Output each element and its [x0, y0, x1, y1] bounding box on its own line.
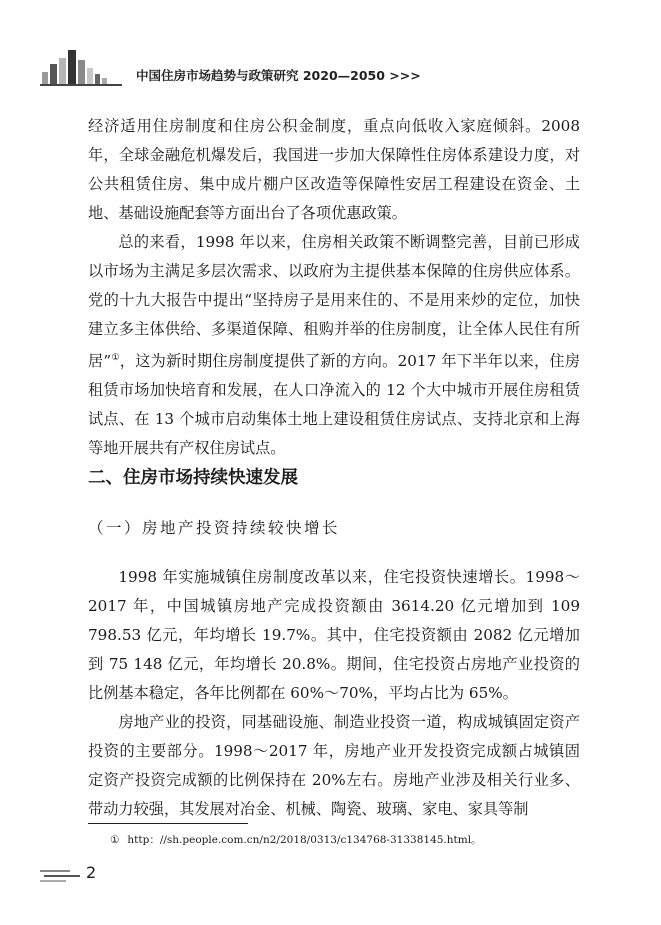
paragraph-4: 房地产业的投资，同基础设施、制造业投资一道，构成城镇固定资产投资的主要部分。1998～2017 年，房地产业开发投资完成额占城镇固定资产投资完成额的比例保持在 20%左右。房地产业涉及相关行业多、带动力较强，其发展对冶金、机械、陶瓷、玻璃、家电、家具等制: [88, 713, 580, 818]
paragraph-2-part-a: 总的来看，1998 年以来，住房相关政策不断调整完善，目前已形成以市场为主满足多层次需求、以政府为主提供基本保障的住房供应体系。党的十九大报告中提出“坚持房子是用来住的、不是用来炒的定位，加快建立多主体供给、多渠道保障、租购并举的住房制度，让全体人民住有所居”: [88, 233, 580, 370]
footnote-mark: ①: [110, 834, 120, 846]
paragraph-1: 经济适用住房制度和住房公积金制度，重点向低收入家庭倾斜。2008 年，全球金融危机爆发后，我国进一步加大保障性住房体系建设力度，对公共租赁住房、集中成片棚户区改造等保障性安居工程建设在资金、土地、基础设施配套等方面出台了各项优惠政策。: [88, 117, 580, 222]
paragraph-2-part-b: ，这为新时期住房制度提供了新的方向。2017 年下半年以来，住房租赁市场加快培育和发展，在人口净流入的 12 个大中城市开展住房租赁试点、在 13 个城市启动集体土地上建设租赁住房试点、支持北京和上海等地开展共有产权住房试点。: [88, 352, 581, 457]
subsection-heading: （一）房地产投资持续较快增长: [88, 519, 341, 537]
body-text-bottom: [88, 563, 580, 824]
header-logo-bars: [40, 50, 122, 86]
footnote: [110, 832, 482, 847]
section-heading: 二、住房市场持续快速发展: [88, 468, 298, 488]
paragraph-2: [88, 228, 580, 463]
footnote-divider: [88, 823, 248, 824]
body-text-top: [88, 112, 580, 463]
footnote-url[interactable]: http：//sh.people.com.cn/n2/2018/0313/c134768-31338145.html。: [127, 834, 482, 846]
page-number: 2: [86, 863, 97, 882]
running-header-title: 中国住房市场趋势与政策研究 2020—2050 >>>: [136, 68, 421, 83]
footnote-reference[interactable]: ①: [111, 353, 120, 363]
paragraph-3: 1998 年实施城镇住房制度改革以来，住宅投资快速增长。1998～2017 年，中国城镇房地产完成投资额由 3614.20 亿元增加到 109 798.53 亿元，年均增长 19.7%。其中，住宅投资额由 2082 亿元增加到 75 148 亿元，年均增长 20.8%。期间，住宅投资占房地产业投资的比例基本稳定，各年比例都在 60%～70%，平均占比为 65%。: [88, 568, 580, 702]
footer-decoration: [40, 860, 82, 890]
